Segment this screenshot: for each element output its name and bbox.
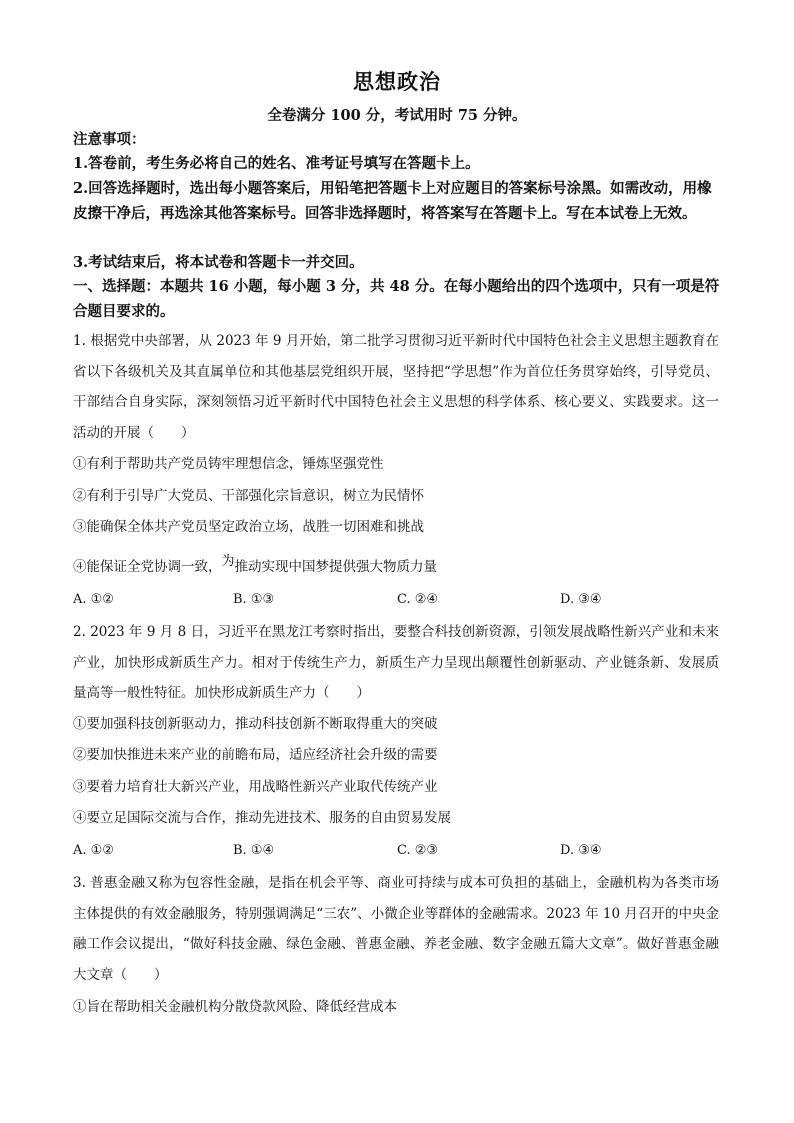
notice-item-1: 1.答卷前，考生务必将自己的姓名、准考证号填写在答题卡上。: [73, 155, 480, 172]
question-2-statement-1: ①要加强科技创新驱动力，推动科技创新不断取得重大的突破: [73, 716, 438, 732]
question-1-option-d: D. ③④: [560, 592, 602, 607]
question-1-statement-2: ②有利于引导广大党员、干部强化宗旨意识，树立为民情怀: [73, 488, 424, 504]
question-1-statement-1: ①有利于帮助共产党员铸牢理想信念，锤炼坚强党性: [73, 456, 384, 472]
question-2-option-b: B. ①④: [233, 843, 275, 858]
question-2-statement-4: ④要立足国际交流与合作，推动先进技术、服务的自由贸易发展: [73, 810, 451, 826]
question-2-option-c: C. ②③: [397, 843, 439, 858]
page-title: 思想政治: [353, 69, 441, 94]
question-1-stem: 1. 根据党中央部署，从 2023 年 9 月开始，第二批学习贯彻习近平新时代中国特色社会主义思想主题教育在省以下各级机关及其直属单位和其他基层党组织开展，坚持把“学思想”作为首位任务贯穿始终，引导党员、干部结合自身实际，深刻领悟习近平新时代中国特色社会主义思想的科学体系、核心要义、实践要求。这一活动的开展（ ）: [73, 333, 719, 441]
question-3-statement-1: ①旨在帮助相关金融机构分散贷款风险、降低经营成本: [73, 999, 397, 1015]
statement-4-part-2: 推动实现中国梦提供强大物质力量: [234, 559, 438, 575]
question-2-option-d: D. ③④: [560, 843, 602, 858]
question-1-statement-4: [73, 553, 723, 583]
question-1-option-a: A. ①②: [73, 592, 114, 607]
question-2-option-a: A. ①②: [73, 843, 114, 858]
question-2-statement-2: ②要加快推进未来产业的前瞻布局，适应经济社会升级的需要: [73, 747, 438, 763]
statement-4-part-1: ④能保证全党协调一致，: [73, 559, 222, 575]
question-2-stem: 2. 2023 年 9 月 8 日，习近平在黑龙江考察时指出，要整合科技创新资源，引领发展战略性新兴产业和未来产业，加快形成新质生产力。相对于传统生产力，新质生产力呈现出颠覆性创新驱动、产业链条新、发展质量高等一般性特征。加快形成新质生产力（ ）: [73, 624, 719, 701]
question-2-options: [73, 843, 723, 863]
notice-item-2: 2.回答选择题时，选出每小题答案后，用铅笔把答题卡上对应题目的答案标号涂黑。如需改动，用橡皮擦干净后，再选涂其他答案标号。回答非选择题时，将答案写在答题卡上。写在本试卷上无效。: [73, 180, 712, 222]
section-heading: 一、选择题：本题共 16 小题，每小题 3 分，共 48 分。在每小题给出的四个选项中，只有一项是符合题目要求的。: [73, 278, 720, 320]
notice-item-3: 3.考试结束后，将本试卷和答题卡一并交回。: [73, 254, 364, 271]
notice-heading: 注意事项：: [73, 131, 146, 148]
question-3-stem: 3. 普惠金融又称为包容性金融，是指在机会平等、商业可持续与成本可负担的基础上，金融机构为各类市场主体提供的有效金融服务，特别强调满足“三农”、小微企业等群体的金融需求。2023 年 10 月召开的中央金融工作会议提出，“做好科技金融、绿色金融、普惠金融、养老金融、数字金融五篇大文章”。做好普惠金融大文章（ ）: [73, 875, 719, 983]
question-1-option-b: B. ①③: [233, 592, 275, 607]
question-1-option-c: C. ②④: [397, 592, 439, 607]
question-2-statement-3: ③要着力培育壮大新兴产业，用战略性新兴产业取代传统产业: [73, 779, 438, 795]
question-1-statement-3: ③能确保全体共产党员坚定政治立场，战胜一切困难和挑战: [73, 519, 424, 535]
exam-subtitle: 全卷满分 100 分，考试用时 75 分钟。: [267, 107, 527, 124]
question-1-options: [73, 592, 723, 612]
statement-4-raised-char: 为: [221, 554, 235, 569]
